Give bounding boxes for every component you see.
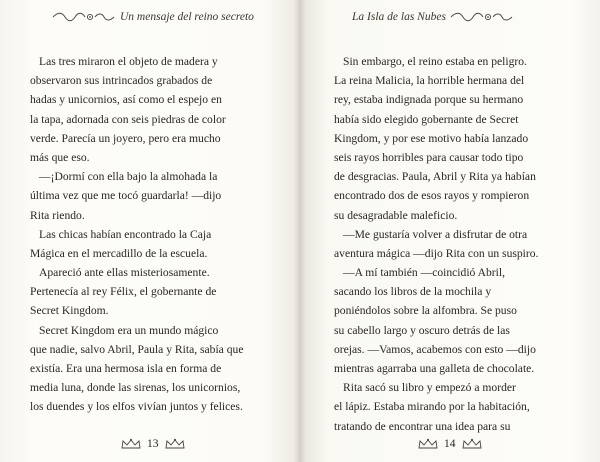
crown-icon (461, 438, 483, 450)
text-line: que nadie, salvo Abril, Paula y Rita, sabía que (30, 342, 244, 356)
page-number: 14 (444, 438, 456, 450)
text-line: Secret Kingdom. (30, 304, 109, 318)
text-line: —A mí también —coincidió Abril, (343, 266, 505, 280)
flourish-icon (52, 11, 116, 23)
text-line: rey, estaba indignada porque su hermano (334, 93, 524, 107)
text-line: sacando los libros de la mochila y (334, 285, 492, 299)
text-line: observaron sus intrincados grabados de (30, 74, 213, 88)
body-text-right (334, 52, 566, 436)
flourish-icon (450, 11, 514, 23)
text-line: —¡Dormí con ella bajo la almohada la (39, 170, 218, 184)
text-line: poniéndolos sobre la alfombra. Se puso (334, 304, 517, 318)
right-page (300, 0, 600, 462)
text-line: tratando de encontrar una idea para su (334, 419, 511, 433)
text-line: Apareció ante ellas misteriosamente. (39, 266, 210, 280)
running-head-right (348, 9, 514, 25)
text-line: —Me gustaría volver a disfrutar de otra (343, 227, 528, 241)
text-line: hadas y unicornios, así como el espejo en (30, 93, 222, 107)
text-line: mientras agarraba una galleta de chocolate. (334, 362, 535, 375)
page-number: 13 (147, 438, 159, 450)
text-line: Rita riendo. (30, 208, 85, 222)
text-line: había sido elegido gobernante de Secret (334, 112, 519, 126)
text-line: Rita sacó su libro y empezó a morder (343, 381, 516, 395)
crown-icon (120, 438, 142, 450)
text-line: Pertenecía al rey Félix, el gobernante de (30, 285, 217, 299)
text-line: media luna, donde las sirenas, los unicornios, (30, 381, 241, 395)
crown-icon (164, 438, 186, 450)
text-line: la tapa, adornada con seis piedras de color (30, 112, 226, 126)
text-line: última vez que me tocó guardarla! —dijo (30, 189, 222, 203)
body-text-left (30, 52, 262, 417)
text-line: Las chicas habían encontrado la Caja (39, 227, 212, 241)
text-line: Secret Kingdom era un mundo mágico (39, 323, 219, 337)
running-head-title: Un mensaje del reino secreto (120, 11, 254, 23)
folio-right (417, 436, 483, 452)
text-line: La reina Malicia, la horrible hermana del (334, 74, 525, 88)
text-line: existía. Era una hermosa isla en forma de (30, 362, 222, 375)
text-line: aventura mágica —dijo Rita con un suspiro. (334, 246, 539, 260)
crown-icon (417, 438, 439, 450)
text-line: de desgracias. Paula, Abril y Rita ya habían (334, 170, 536, 184)
text-line: Las tres miraron el objeto de madera y (39, 55, 218, 68)
running-head-title: La Isla de las Nubes (352, 11, 446, 23)
text-line: el lápiz. Estaba mirando por la habitación, (334, 400, 530, 414)
text-line: verde. Parecía un joyero, pero era mucho (30, 131, 221, 145)
text-line: su desagradable maleficio. (334, 208, 458, 222)
text-line: seis rayos horribles para causar todo tipo (334, 150, 524, 164)
text-line: más que eso. (30, 150, 90, 164)
text-line: Mágica en el mercadillo de la escuela. (30, 246, 208, 260)
text-line: los duendes y los elfos vivían juntos y felices. (30, 400, 243, 414)
text-line: Sin embargo, el reino estaba en peligro. (343, 55, 527, 68)
text-line: su cabello largo y oscuro detrás de las (334, 323, 510, 337)
running-head-left (52, 9, 258, 25)
text-line: encontrado dos de esos rayos y rompieron (334, 189, 530, 203)
folio-left (120, 436, 186, 452)
text-line: orejas. —Vamos, acabemos con esto —dijo (334, 342, 536, 356)
text-line: Kingdom, y por ese motivo había lanzado (334, 131, 529, 145)
book-gutter (294, 0, 306, 462)
